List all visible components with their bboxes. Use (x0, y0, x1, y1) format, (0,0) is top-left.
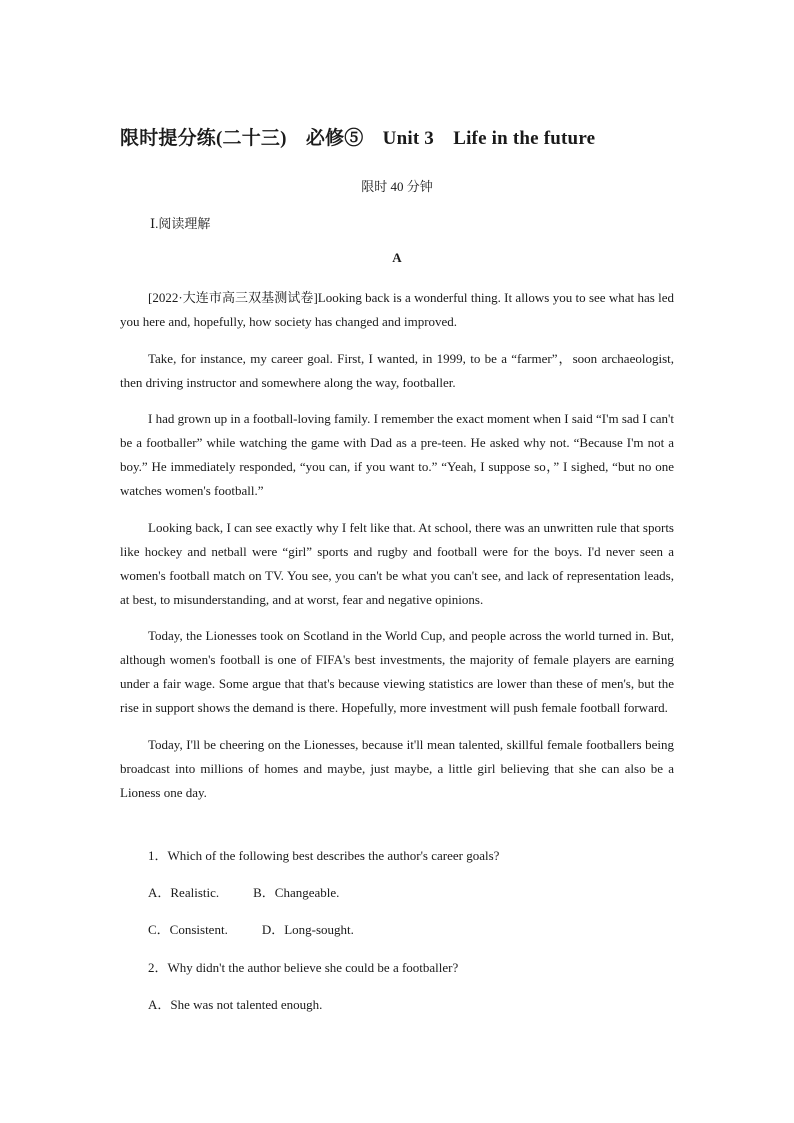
part-heading: A (392, 250, 402, 265)
question-2-option-a: A．She was not talented enough. (148, 997, 323, 1012)
option-d: D．Long-sought. (261, 922, 354, 937)
page-title: 限时提分练(二十三) 必修⑤ Unit 3 Life in the future (120, 128, 596, 149)
option-a: A．Realistic. (148, 885, 220, 900)
paragraph: Take, for instance, my career goal. First, I wanted, in 1999, to be a “farmer”，soon archaeologist, then driving instructor and somewhere along the way, footballer. (120, 350, 674, 390)
passage (120, 286, 674, 817)
paragraph: Today, I'll be cheering on the Lionesses, because it'll mean talented, skillful female footballers being broadcast into millions of homes and maybe, just maybe, a little girl believing that she can also be a Lioness one day. (120, 736, 674, 800)
question-2: 2．Why didn't the author believe she could be a footballer? (148, 960, 459, 975)
paragraph: I had grown up in a football-loving family. I remember the exact moment when I said “I'm sad I can't be a footballer” while watching the game with Dad as a pre-teen. He asked why not. “Because I'm not a boy.” He immediately responded, “you can, if you want to.” “Yeah, I suppose so，” I sighed, “but no one watches women's football.” (120, 411, 674, 498)
option-b: B．Changeable. (253, 885, 340, 900)
paragraph: Today, the Lionesses took on Scotland in the World Cup, and people across the world turned in. But, although women's football is one of FIFA's best investments, the majority of female players are earning under a fair wage. Some argue that that's because viewing statistics are lower than these of men's, but the rise in support shows the demand is there. Hopefully, more investment will push female football forward. (120, 628, 674, 715)
paragraph: Looking back, I can see exactly why I felt like that. At school, there was an unwritten rule that sports like hockey and netball were “girl” sports and rugby and football were for the boys. I'd never seen a women's football match on TV. You see, you can't be what you can't see, and lack of representation leads, at best, to misunderstanding, and at worst, fear and negative opinions. (120, 519, 674, 607)
section-heading: Ⅰ.阅读理解 (150, 216, 211, 231)
paragraph: [2022·大连市高三双基测试卷]Looking back is a wonderful thing. It allows you to see what has led you here and, hopefully, how society has changed and improved. (120, 290, 674, 329)
question-1-options-row-2 (148, 919, 354, 938)
question-1-options-row-1 (148, 882, 339, 901)
time-limit: 限时 40 分钟 (361, 179, 433, 194)
question-1: 1．Which of the following best describes the author's career goals? (148, 848, 500, 863)
option-c: C．Consistent. (148, 922, 228, 937)
